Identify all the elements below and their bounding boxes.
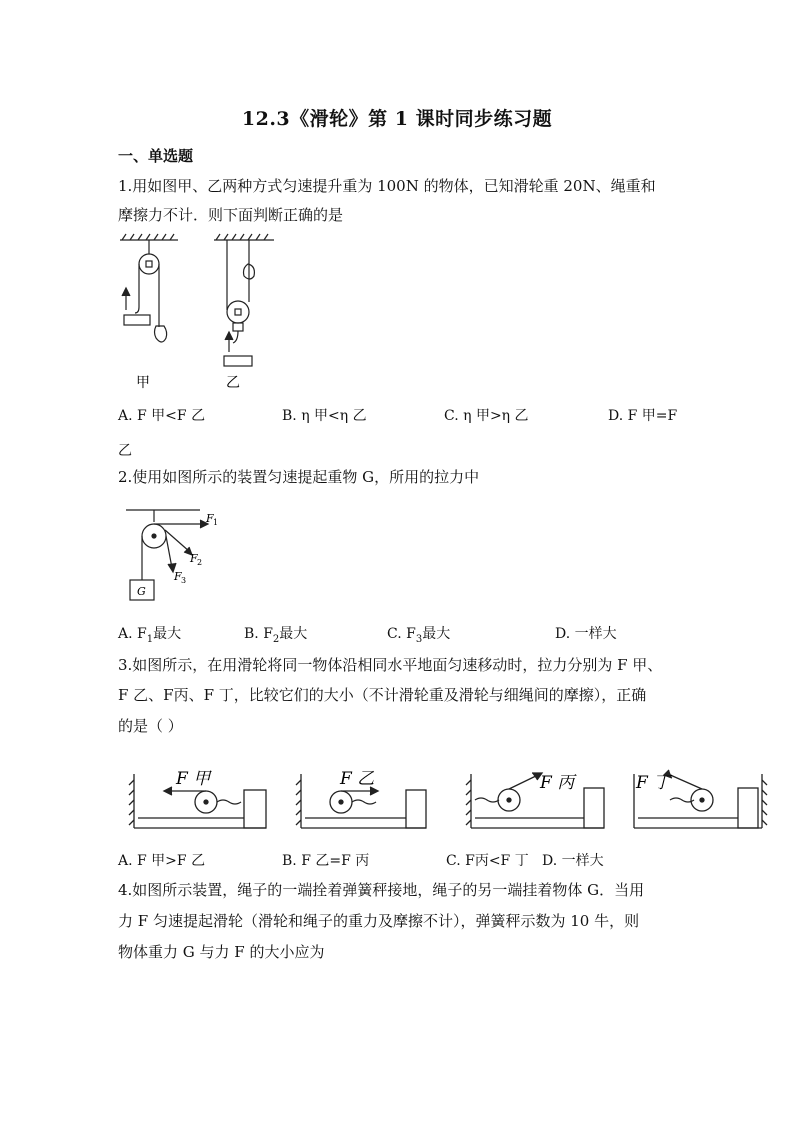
q2-text-line1: 2.使用如图所示的装置匀速提起重物 G，所用的拉力中: [118, 468, 480, 486]
q1-text-line1: 1.用如图甲、乙两种方式匀速提升重为 100N 的物体，已知滑轮重 20N、绳重和: [118, 177, 656, 195]
q4-text-line3: 物体重力 G 与力 F 的大小应为: [118, 943, 325, 961]
q1-fig-label-b: 乙: [226, 375, 240, 391]
q1-text-line2: 摩擦力不计．则下面判断正确的是: [118, 206, 344, 224]
q2-option-a-suffix: 最大: [153, 626, 182, 642]
q2-option-a[interactable]: [118, 623, 181, 645]
q2-fig-weight-g: G: [137, 585, 146, 598]
q3-fig-label-3: F 丙: [540, 773, 575, 793]
q2-option-b-sub: 2: [272, 633, 280, 645]
q2-option-a-sub: 1: [146, 633, 154, 645]
q1-fig-label-a: 甲: [136, 375, 150, 391]
q2-fig-f3-sub: 3: [181, 576, 187, 585]
q1-option-d-wrap: 乙: [118, 443, 132, 459]
q2-option-c-sub: 3: [415, 633, 423, 645]
ceiling-hatch-a: [122, 234, 174, 240]
q3-fig-label-2: F 乙: [340, 769, 375, 789]
q2-option-c-suffix: 最大: [422, 626, 451, 642]
q2-fig-f2-sub: 2: [197, 558, 203, 567]
q3-option-c[interactable]: C. F丙<F 丁: [446, 853, 529, 869]
q4-text-line1: 4.如图所示装置，绳子的一端拴着弹簧秤接地，绳子的另一端挂着物体 G．当用: [118, 881, 645, 899]
ceiling-hatch-b: [216, 234, 268, 240]
q3-fig-label-1: F 甲: [176, 769, 211, 789]
q2-pulley-figure: [120, 500, 220, 604]
q2-option-d[interactable]: D. 一样大: [555, 626, 617, 642]
q1-option-d[interactable]: D. F 甲=F: [608, 408, 678, 424]
q4-text-line2: 力 F 匀速提起滑轮（滑轮和绳子的重力及摩擦不计），弹簧秤示数为 10 牛，则: [118, 912, 640, 930]
q1-option-b[interactable]: B. η 甲<η 乙: [282, 408, 367, 424]
q2-option-c[interactable]: [387, 623, 450, 645]
q1-option-a[interactable]: A. F 甲<F 乙: [118, 408, 206, 424]
q2-fig-f3: F: [174, 570, 182, 583]
q2-fig-f1: F: [206, 512, 214, 525]
q1-option-c[interactable]: C. η 甲>η 乙: [444, 408, 529, 424]
q2-option-b-prefix: B. F: [244, 626, 273, 642]
q2-option-b[interactable]: [244, 623, 307, 645]
q3-text-line2: F 乙、F丙、F 丁，比较它们的大小（不计滑轮重及滑轮与细绳间的摩擦），正确: [118, 686, 647, 704]
q2-fig-f1-sub: 1: [213, 518, 219, 527]
q3-option-b[interactable]: B. F 乙=F 丙: [282, 853, 370, 869]
q2-option-a-prefix: A. F: [118, 626, 147, 642]
q3-pulley-figures: [126, 762, 772, 834]
q3-option-d[interactable]: D. 一样大: [542, 853, 604, 869]
page-title: 12.3《滑轮》第 1 课时同步练习题: [241, 108, 553, 130]
q3-text-line1: 3.如图所示，在用滑轮将同一物体沿相同水平地面匀速移动时，拉力分别为 F 甲、: [118, 656, 663, 674]
q3-option-a[interactable]: A. F 甲>F 乙: [118, 853, 206, 869]
q3-text-line3: 的是（ ）: [118, 717, 183, 735]
q2-option-c-prefix: C. F: [387, 626, 416, 642]
q1-pulley-figure: [116, 232, 276, 392]
q3-fig-label-4: F 丁: [636, 773, 671, 793]
q2-option-b-suffix: 最大: [279, 626, 308, 642]
q2-fig-f2: F: [190, 552, 198, 565]
section-heading: 一、单选题: [118, 147, 194, 165]
